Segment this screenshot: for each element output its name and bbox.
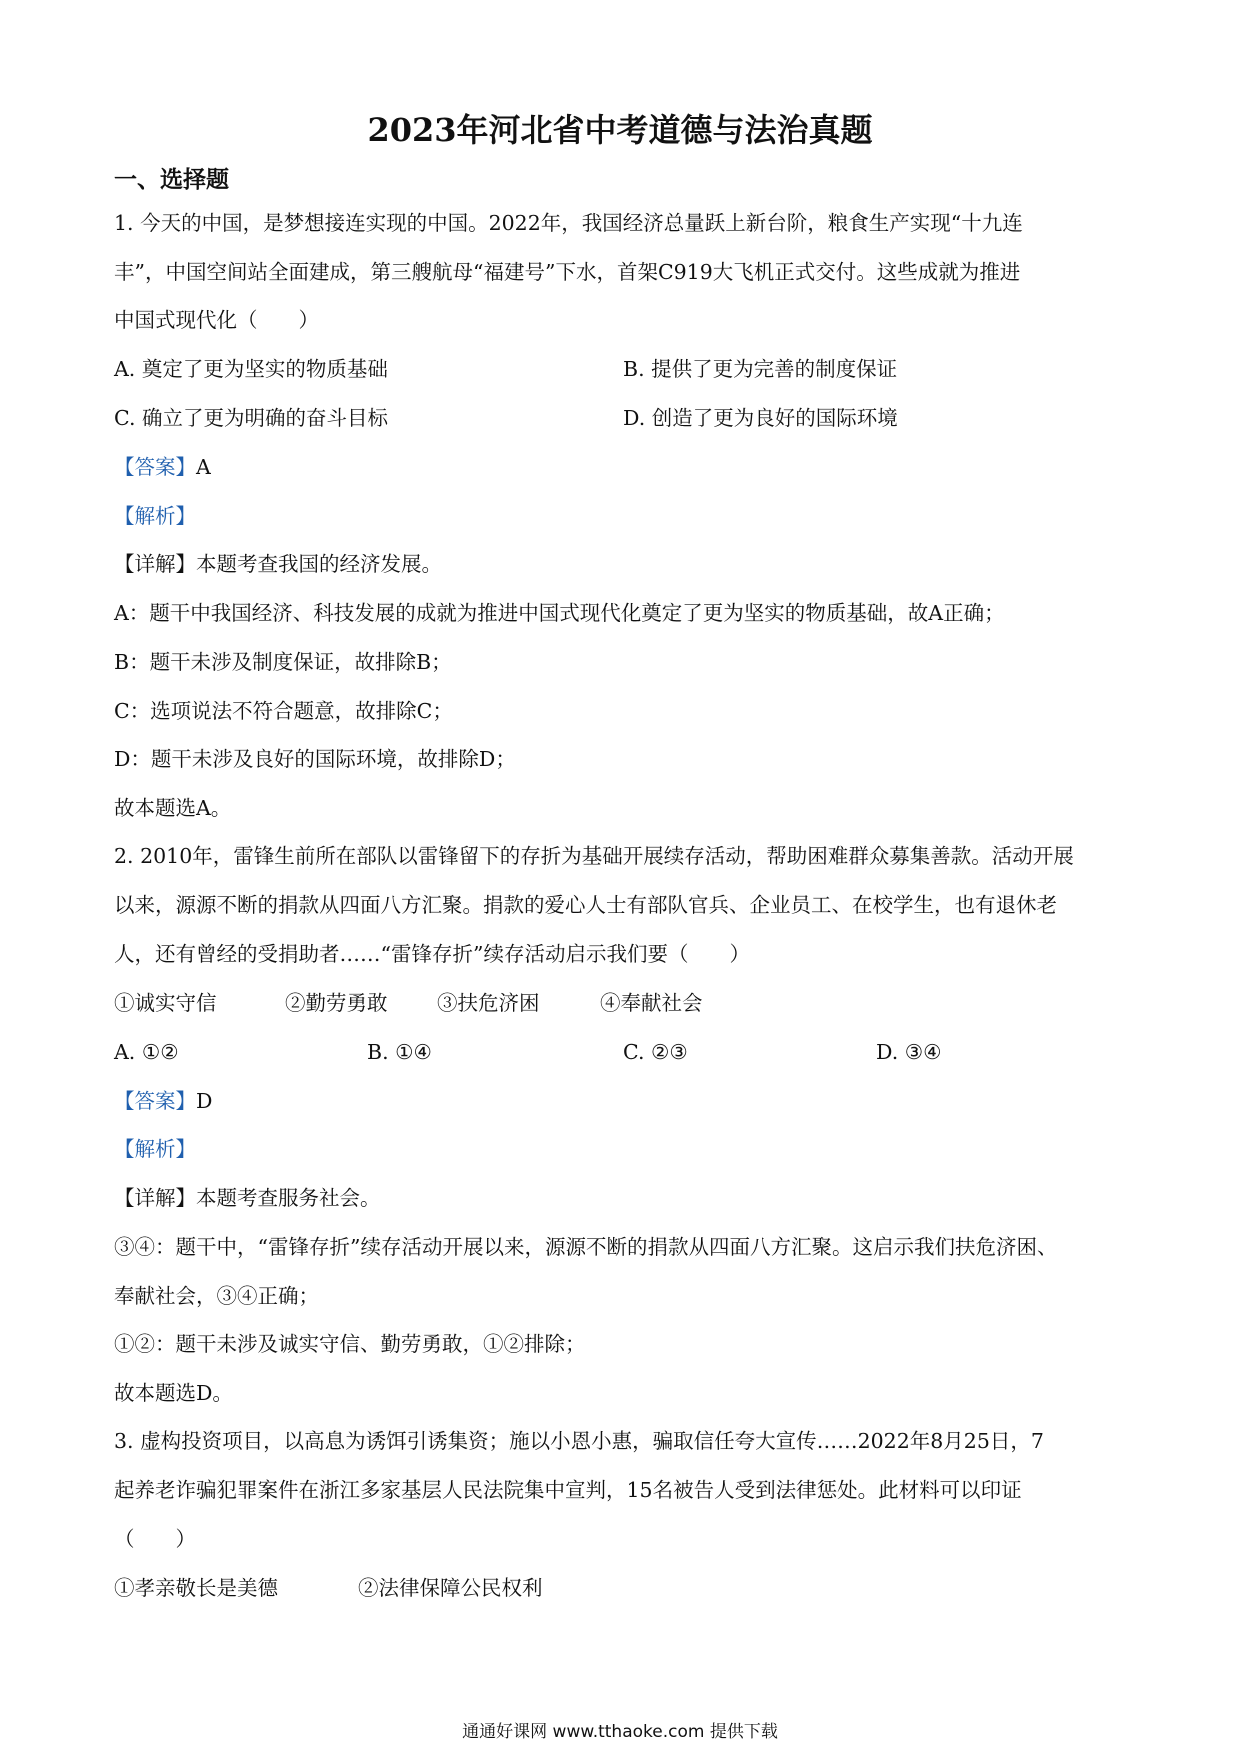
section-heading: 一、选择题 <box>114 166 229 193</box>
answer-value: A <box>196 455 211 479</box>
q2-explanation-line-2: 奉献社会，③④正确； <box>114 1284 319 1308</box>
detail-label: 【详解】 <box>114 552 196 576</box>
q1-stem-line-2: 丰”，中国空间站全面建成，第三艘航母“福建号”下水，首架C919大飞机正式交付。这些成就为推进 <box>114 260 1021 284</box>
q2-stem-line-2: 以来，源源不断的捐款从四面八方汇聚。捐款的爱心人士有部队官兵、企业员工、在校学生，也有退休老 <box>114 893 1057 917</box>
q3-stem-line-3: （ ） <box>114 1527 196 1551</box>
q1-option-d: D. 创造了更为良好的国际环境 <box>623 406 898 430</box>
q2-stem-line-1: 2. 2010年，雷锋生前所在部队以雷锋留下的存折为基础开展续存活动，帮助困难群众募集善款。活动开展 <box>114 844 1074 868</box>
q1-option-a: A. 奠定了更为坚实的物质基础 <box>114 357 388 381</box>
q2-statement-4: ④奉献社会 <box>600 991 703 1015</box>
q1-explanation-line-2: B：题干未涉及制度保证，故排除B； <box>114 650 452 674</box>
q1-explanation-line-4: D：题干未涉及良好的国际环境，故排除D； <box>114 747 516 771</box>
analysis-label: 【解析】 <box>114 1137 196 1161</box>
q1-option-c: C. 确立了更为明确的奋斗目标 <box>114 406 388 430</box>
q3-stem-line-2: 起养老诈骗犯罪案件在浙江多家基层人民法院集中宣判，15名被告人受到法律惩处。此材料可以印证 <box>114 1478 1022 1502</box>
detail-text: 本题考查服务社会。 <box>196 1186 381 1210</box>
q2-option-a: A. ①② <box>114 1040 179 1064</box>
q1-explanation-line-1: A：题干中我国经济、科技发展的成就为推进中国式现代化奠定了更为坚实的物质基础，故A正确； <box>114 601 1005 625</box>
q2-answer <box>114 1085 1134 1117</box>
q1-analysis <box>114 500 1134 532</box>
q1-option-b: B. 提供了更为完善的制度保证 <box>623 357 898 381</box>
q3-statement-1: ①孝亲敬长是美德 <box>114 1576 278 1600</box>
q2-explanation-line-1: ③④：题干中，“雷锋存折”续存活动开展以来，源源不断的捐款从四面八方汇聚。这启示我们扶危济困、 <box>114 1235 1058 1259</box>
q2-statement-3: ③扶危济困 <box>437 991 540 1015</box>
q2-statement-1: ①诚实守信 <box>114 991 217 1015</box>
q1-stem-line-3: 中国式现代化（ ） <box>114 308 319 332</box>
q1-detail <box>114 548 1134 580</box>
q2-statement-2: ②勤劳勇敢 <box>285 991 388 1015</box>
detail-label: 【详解】 <box>114 1186 196 1210</box>
answer-label: 【答案】 <box>114 455 196 479</box>
page-footer: 通通好课网 www.tthaoke.com 提供下载 <box>462 1722 778 1742</box>
q2-option-d: D. ③④ <box>876 1040 942 1064</box>
detail-text: 本题考查我国的经济发展。 <box>196 552 442 576</box>
q2-stem-line-3: 人，还有曾经的受捐助者……“雷锋存折”续存活动启示我们要（ ） <box>114 942 750 966</box>
answer-label: 【答案】 <box>114 1089 196 1113</box>
q1-answer <box>114 451 1134 483</box>
q2-explanation-line-4: 故本题选D。 <box>114 1381 233 1405</box>
q1-stem-line-1: 1. 今天的中国，是梦想接连实现的中国。2022年，我国经济总量跃上新台阶，粮食生产实现“十九连 <box>114 211 1023 235</box>
q2-explanation-line-3: ①②：题干未涉及诚实守信、勤劳勇敢，①②排除； <box>114 1332 586 1356</box>
q3-statement-2: ②法律保障公民权利 <box>358 1576 543 1600</box>
document-title: 2023年河北省中考道德与法治真题 <box>367 111 873 149</box>
q2-detail <box>114 1182 1134 1214</box>
q1-explanation-line-5: 故本题选A。 <box>114 796 232 820</box>
q3-stem-line-1: 3. 虚构投资项目，以高息为诱饵引诱集资；施以小恩小惠，骗取信任夸大宣传……2022年8月25日，7 <box>114 1429 1044 1453</box>
answer-value: D <box>196 1089 213 1113</box>
q2-option-b: B. ①④ <box>367 1040 432 1064</box>
q1-explanation-line-3: C：选项说法不符合题意，故排除C； <box>114 699 453 723</box>
q2-analysis <box>114 1133 1134 1165</box>
q2-option-c: C. ②③ <box>623 1040 688 1064</box>
analysis-label: 【解析】 <box>114 504 196 528</box>
